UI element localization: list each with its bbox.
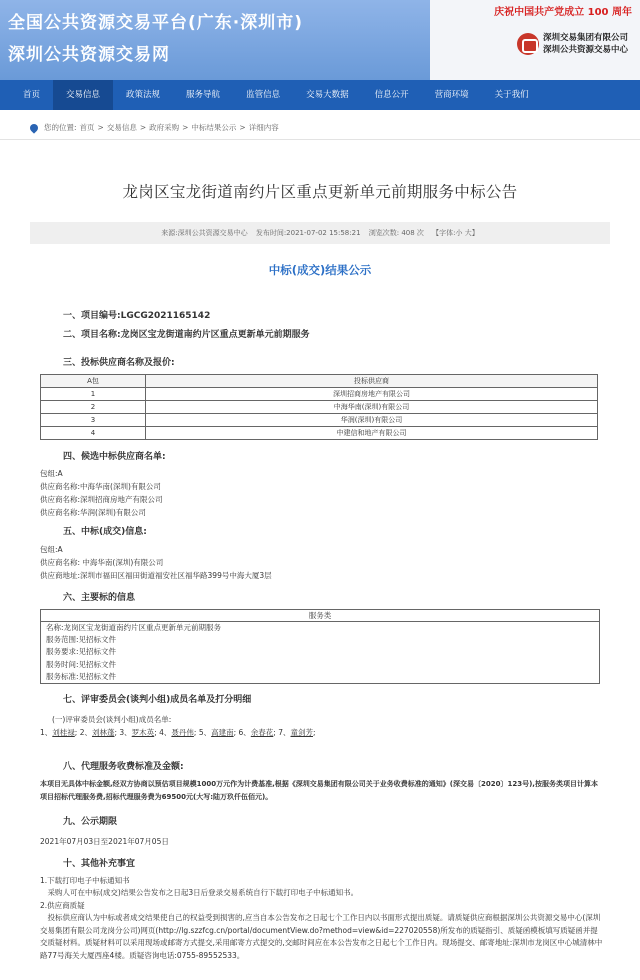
publicity-period: 2021年07月03日至2021年07月05日 [40,836,169,846]
nav-business-env[interactable]: 营商环境 [434,90,469,100]
section-7-heading: 七、评审委员会(谈判小组)成员名单及打分明细 [63,694,252,705]
meta-time: 发布时间:2021-07-02 15:58:21 [255,229,361,237]
col-package: A包 [41,375,146,388]
extra-notes: 1.下载打印电子中标通知书 采购人可在中标(成交)结果公告发布之日起3日后登录交易系统自行下载打印电子中标通知书。 2.供应商质疑 投标供应商认为中标或者成交结果使自己的权益受到损害的,应当自本公告发布之日起七个工作日内以书面形式提出质疑。请质疑供应商根据深圳公共资源交易中心(深圳交易集团有限公司龙岗分公司)网页(http://lg.szzfcg.cn/portal/documentView.do?method=view&id=227020558)所发布的质疑指引、质疑函模板填写质疑函并提交质疑材料。质疑材料可以采用现场或邮寄方式提交,采用邮寄方式提交的,交邮时间应在本公告发布之日起七个工作日内。现场提交、邮寄地址:深圳市龙岗区中心城清林中路77号海关大厦西座4楼。质疑咨询电话:0755-89552533。 [40,875,603,960]
logo-icon [517,33,539,55]
nav-supervision[interactable]: 监管信息 [246,90,281,100]
site-title: 深圳公共资源交易网 [8,45,170,65]
breadcrumb-label: 您的位置: [44,123,77,132]
section-9-heading: 九、公示期限 [63,816,118,827]
section-8-heading: 八、代理服务收费标准及金额: [63,761,184,772]
logo-text-1: 深圳交易集团有限公司 [542,33,628,43]
col-supplier: 投标供应商 [146,375,598,388]
nav-trade-info[interactable]: 交易信息 [53,80,113,110]
section-4-heading: 四、候选中标供应商名单: [63,452,166,462]
nav-home[interactable]: 首页 [23,90,41,100]
nav-policy[interactable]: 政策法规 [126,90,161,100]
font-size-toggle[interactable]: 【字体:小 大】 [432,229,479,237]
breadcrumb: 您的位置: 首页 > 交易信息 > 政府采购 > 中标结果公示 > 详细内容 [0,116,640,140]
fee-note: 本项目无具体中标金额,经双方协商以预估项目规模1000万元作为计费基准,根据《深圳交易集团有限公司关于业务收费标准的通知》(深交易〔2020〕123号),按服务类项目计算本项目招标代理服务费,招标代理服务费为69500元(大写:陆万玖仟伍佰元)。 [40,779,598,801]
table-row: 4 中建信和地产有限公司 [41,427,598,440]
nav-service[interactable]: 服务导航 [186,90,221,100]
nav-bigdata[interactable]: 交易大数据 [306,90,349,100]
section-5-heading: 五、中标(成交)信息: [63,527,147,537]
breadcrumb-result[interactable]: 中标结果公示 [191,123,237,132]
bid-table [40,374,598,440]
result-subtitle: 中标(成交)结果公示 [268,263,372,277]
winner-info: 包组:A 供应商名称: 中海华南(深圳)有限公司 供应商地址:深圳市福田区福田街道福安社区福华路399号中海大厦3层 [40,545,272,580]
table-header [41,375,598,388]
meta-source: 来源:深圳公共资源交易中心 [161,229,248,237]
project-number: 一、项目编号:LGCG2021165142 [63,311,211,321]
location-pin-icon [28,122,39,133]
committee-list: (一)评审委员会(谈判小组)成员名单: 1、刘桂禄; 2、刘林蓬; 3、罗木英; 4、聂丹伟; 5、高建南; 6、余春花; 7、童剑芳; [40,713,640,739]
table-row: 2 中海华南(深圳)有限公司 [41,401,598,414]
nav-disclosure[interactable]: 信息公开 [374,90,409,100]
project-name: 二、项目名称:龙岗区宝龙街道南约片区重点更新单元前期服务 [63,330,310,340]
service-box: 服务类 名称:龙岗区宝龙街道南约片区重点更新单元前期服务 服务范围:见招标文件 服务要求:见招标文件 服务时间:见招标文件 服务标准:见招标文件 [40,609,600,684]
site-header [0,0,640,80]
table-row: 1 深圳招商房地产有限公司 [41,388,598,401]
breadcrumb-home[interactable]: 首页 [79,123,95,132]
main-nav [0,80,640,110]
page-title: 龙岗区宝龙街道南约片区重点更新单元前期服务中标公告 [122,183,518,201]
logo-text-2: 深圳公共资源交易中心 [542,45,628,55]
org-logo[interactable] [517,32,628,56]
meta-views: 浏览次数: 408 次 [368,229,424,237]
platform-title: 全国公共资源交易平台(广东·深圳市) [8,13,303,33]
article-meta [30,222,610,244]
section-6-heading: 六、主要标的信息 [63,593,136,603]
table-row: 3 华润(深圳)有限公司 [41,414,598,427]
breadcrumb-procurement[interactable]: 政府采购 [149,123,180,132]
anniversary-banner: 庆祝中国共产党成立 100 周年 [494,7,632,18]
committee-members: 1、刘桂禄; 2、刘林蓬; 3、罗木英; 4、聂丹伟; 5、高建南; 6、余春花; 7、童剑芳; [40,727,316,737]
nav-about[interactable]: 关于我们 [494,90,529,100]
service-box-header: 服务类 [41,610,599,622]
breadcrumb-current: 详细内容 [248,123,279,132]
breadcrumb-trade[interactable]: 交易信息 [106,123,137,132]
candidate-list: 包组:A 供应商名称:中海华南(深圳)有限公司 供应商名称:深圳招商房地产有限公司 供应商名称:华润(深圳)有限公司 [40,469,163,517]
section-3-heading: 三、投标供应商名称及报价: [63,358,175,368]
section-10-heading: 十、其他补充事宜 [63,858,136,869]
